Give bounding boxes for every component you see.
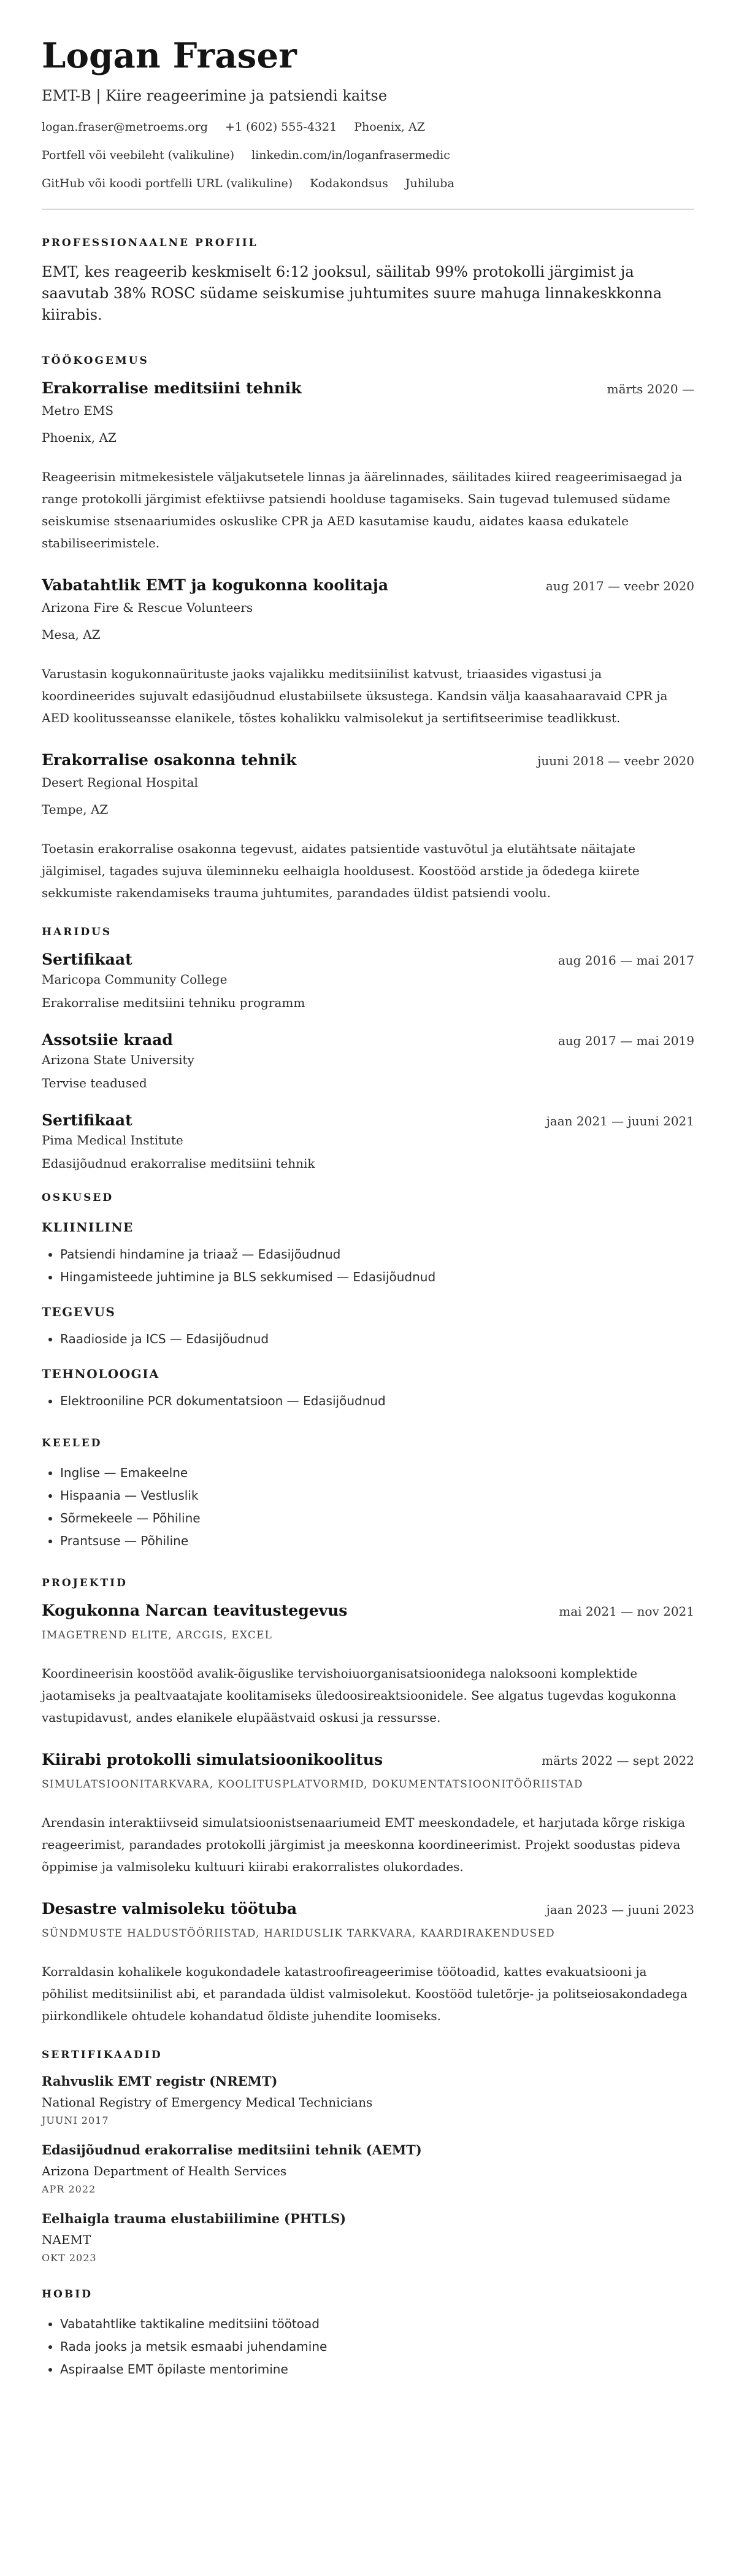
contact-row-1 [42, 120, 694, 134]
certification-date: APR 2022 [42, 2183, 96, 2196]
certification-issuer: National Registry of Emergency Medical Technicians [42, 2095, 373, 2110]
hobby-item: • Aspiraalse EMT õpilaste mentorimine [60, 2358, 694, 2381]
language-item: • Prantsuse — Põhiline [60, 1530, 694, 1552]
job-title: Erakorralise meditsiini tehnik [42, 379, 302, 398]
certification-date: JUUNI 2017 [42, 2115, 109, 2127]
project-title: Kogukonna Narcan teavitustegevus [42, 1602, 348, 1620]
contact-email[interactable]: logan.fraser@metroems.org [42, 120, 208, 134]
hobby-item: • Vabatahtlike taktikaline meditsiini töötoad [60, 2313, 694, 2335]
language-item: • Inglise — Emakeelne [60, 1462, 694, 1484]
job-location: Phoenix, AZ [42, 430, 117, 445]
degree-title: Assotsiie kraad [42, 1031, 173, 1049]
project-entry [42, 1751, 694, 1878]
education-heading: HARIDUS [42, 926, 112, 939]
contact-linkedin[interactable]: linkedin.com/in/loganfrasermedic [251, 148, 450, 162]
profile-heading: PROFESSIONAALNE PROFIIL [42, 237, 258, 249]
contact-phone[interactable]: +1 (602) 555-4321 [224, 120, 337, 134]
header-divider [42, 209, 694, 210]
skill-category: TEHNOLOOGIA [42, 1367, 160, 1382]
experience-entry [42, 576, 694, 729]
candidate-title: EMT-B | Kiire reageerimine ja patsiendi kaitse [42, 87, 388, 104]
hobbies-heading: HOBID [42, 2288, 93, 2301]
certification-name: Edasijõudnud erakorralise meditsiini tehnik (AEMT) [42, 2142, 422, 2158]
project-title: Desastre valmisoleku töötuba [42, 1900, 297, 1918]
job-location: Mesa, AZ [42, 627, 101, 642]
skill-list [42, 1390, 694, 1413]
project-tech: IMAGETREND ELITE, ARCGIS, EXCEL [42, 1629, 273, 1642]
job-description: Toetasin erakorralise osakonna tegevust, aidates patsientide vastuvõtul ja elutähtsate näitajate jälgimisel, tagades sujuva üleminneku eelhaigla hooldusest. Koostööd arstide ja õdedega kiirete sekkumiste rakendamiseks trauma juhtumites, parandades üldist patsiendi voolu. [42, 841, 640, 901]
degree-field: Erakorralise meditsiini tehniku programm [42, 995, 305, 1011]
skill-item: • Patsiendi hindamine ja triaaž — Edasijõudnud [60, 1243, 694, 1266]
certifications-section [42, 2049, 694, 2264]
degree-field: Tervise teadused [42, 1076, 147, 1091]
degree-title: Sertifikaat [42, 1111, 132, 1130]
job-employer: Arizona Fire & Rescue Volunteers [42, 600, 253, 615]
contact-github[interactable]: GitHub või koodi portfelli URL (valikuline) [42, 177, 293, 190]
resume-header [42, 36, 694, 190]
certification-name: Rahvuslik EMT registr (NREMT) [42, 2073, 278, 2089]
degree-date: aug 2016 — mai 2017 [558, 953, 694, 968]
job-title: Vabatahtlik EMT ja kogukonna koolitaja [42, 576, 389, 595]
candidate-name: Logan Fraser [42, 36, 297, 76]
profile-text: EMT, kes reageerib keskmiselt 6:12 jooksul, säilitab 99% protokolli järgimist ja saavutab 38% ROSC südame seiskumise juhtumites suure mahuga linnakeskkonna kiirabis. [42, 263, 662, 323]
job-date: juuni 2018 — veebr 2020 [537, 754, 694, 769]
project-date: mai 2021 — nov 2021 [559, 1604, 694, 1619]
project-description: Koordineerisin koostööd avalik-õiguslike tervishoiuorganisatsioonidega naloksooni komplektide jaotamiseks ja pealtvaatajate koolitamiseks üledoosireaktsioonidele. See algatus tugevdas kogukonna vastupidavust, andes elanikele elupäästvaid oskusi ja ressursse. [42, 1666, 677, 1726]
certification-issuer: Arizona Department of Health Services [42, 2164, 287, 2179]
language-item: • Hispaania — Vestluslik [60, 1484, 694, 1507]
profile-section [42, 237, 694, 325]
experience-entry [42, 751, 694, 904]
degree-date: jaan 2021 — juuni 2021 [546, 1114, 694, 1129]
job-title: Erakorralise osakonna tehnik [42, 751, 297, 769]
language-list [42, 1462, 694, 1552]
skill-item: • Raadioside ja ICS — Edasijõudnud [60, 1328, 694, 1351]
language-item: • Sõrmekeele — Põhiline [60, 1507, 694, 1530]
contact-row-3 [42, 177, 694, 190]
project-tech: SIMULATSIOONITARKVARA, KOOLITUSPLATVORMID, DOKUMENTATSIOONITÖÖRIISTAD [42, 1778, 583, 1791]
project-tech: SÜNDMUSTE HALDUSTÖÖRIISTAD, HARIDUSLIK TARKVARA, KAARDIRAKENDUSED [42, 1927, 555, 1940]
skill-item: • Elektrooniline PCR dokumentatsioon — Edasijõudnud [60, 1390, 694, 1413]
job-employer: Desert Regional Hospital [42, 775, 198, 790]
skill-item: • Hingamisteede juhtimine ja BLS sekkumised — Edasijõudnud [60, 1266, 694, 1289]
languages-section [42, 1437, 694, 1552]
degree-field: Edasijõudnud erakorralise meditsiini tehnik [42, 1156, 315, 1171]
certification-date: OKT 2023 [42, 2252, 97, 2264]
experience-entry [42, 379, 694, 554]
certification-name: Eelhaigla trauma elustabiilimine (PHTLS) [42, 2211, 347, 2227]
certification-issuer: NAEMT [42, 2232, 91, 2248]
contact-location: Phoenix, AZ [354, 120, 425, 134]
projects-section [42, 1577, 694, 2027]
contact-row-2 [42, 148, 694, 162]
hobby-list [42, 2313, 694, 2381]
job-employer: Metro EMS [42, 403, 114, 418]
certification-entry [42, 2073, 694, 2126]
education-entry [42, 1111, 694, 1171]
education-entry [42, 1031, 694, 1090]
skills-section [42, 1192, 694, 1413]
certifications-heading: SERTIFIKAADID [42, 2049, 163, 2062]
project-entry [42, 1602, 694, 1729]
skill-list [42, 1243, 694, 1289]
degree-title: Sertifikaat [42, 951, 132, 969]
job-date: märts 2020 — [607, 382, 694, 397]
school-name: Pima Medical Institute [42, 1133, 183, 1148]
project-date: märts 2022 — sept 2022 [542, 1753, 694, 1768]
hobby-item: • Rada jooks ja metsik esmaabi juhendamine [60, 2335, 694, 2358]
project-title: Kiirabi protokolli simulatsioonikoolitus [42, 1751, 383, 1769]
skill-category: KLIINILINE [42, 1220, 134, 1235]
project-entry [42, 1900, 694, 2027]
skill-list [42, 1328, 694, 1351]
education-entry [42, 951, 694, 1010]
job-location: Tempe, AZ [42, 802, 109, 817]
project-description: Korraldasin kohalikele kogukondadele katastroofireageerimise töötoadid, kattes evakuatsiooni ja põhilist meditsiinilist abi, et parandada üldist valmisolekut. Koostööd tuletõrje- ja politseiosakondadega piirkondlikele ohtudele kohandatud õldiste juhendite loomiseks. [42, 1964, 688, 2024]
contact-license: Juhiluba [405, 177, 454, 190]
school-name: Maricopa Community College [42, 972, 228, 987]
job-date: aug 2017 — veebr 2020 [545, 579, 694, 594]
certification-entry [42, 2211, 694, 2264]
contact-citizenship: Kodakondsus [310, 177, 388, 190]
contact-portfolio[interactable]: Portfell või veebileht (valikuline) [42, 148, 235, 162]
skill-category: TEGEVUS [42, 1305, 116, 1320]
languages-heading: KEELED [42, 1437, 102, 1450]
education-section [42, 926, 694, 1171]
project-description: Arendasin interaktiivseid simulatsioonistsenaariumeid EMT meeskondadele, et harjutada kõrge riskiga reageerimist, parandades protokolli järgimist ja meeskonna koordineerimist. Projekt soodustas pideva õppimise ja valmisoleku kultuuri kiirabi erakorralistes olukordades. [42, 1815, 686, 1875]
project-date: jaan 2023 — juuni 2023 [546, 1902, 694, 1918]
school-name: Arizona State University [42, 1052, 194, 1068]
experience-section [42, 355, 694, 904]
certification-entry [42, 2142, 694, 2195]
skills-heading: OSKUSED [42, 1192, 114, 1205]
job-description: Reageerisin mitmekesistele väljakutsetele linnas ja äärelinnades, säilitades kiired reageerimisaegad ja range protokolli järgimist efektiivse patsiendi hoolduse tagamiseks. Sain tugevad tulemused südame seiskumise stsenaariumides oskuslike CPR ja AED kasutamise kaudu, aidates kaasa edukatele stabiliseerimistele. [42, 469, 683, 551]
projects-heading: PROJEKTID [42, 1577, 128, 1590]
degree-date: aug 2017 — mai 2019 [558, 1033, 694, 1049]
hobbies-section [42, 2288, 694, 2381]
job-description: Varustasin kogukonnaürituste jaoks vajalikku meditsiinilist katvust, triaasides vigastusi ja koordineerides sujuvalt edasijõudnud elustabiilsete üksustega. Kandsin välja kaasahaaravaid CPR ja AED koolitusseansse elanikele, tõstes kohalikku valmisolekut ja sertifitseerimise teadlikkust. [42, 666, 668, 726]
experience-heading: TÖÖKOGEMUS [42, 355, 149, 368]
